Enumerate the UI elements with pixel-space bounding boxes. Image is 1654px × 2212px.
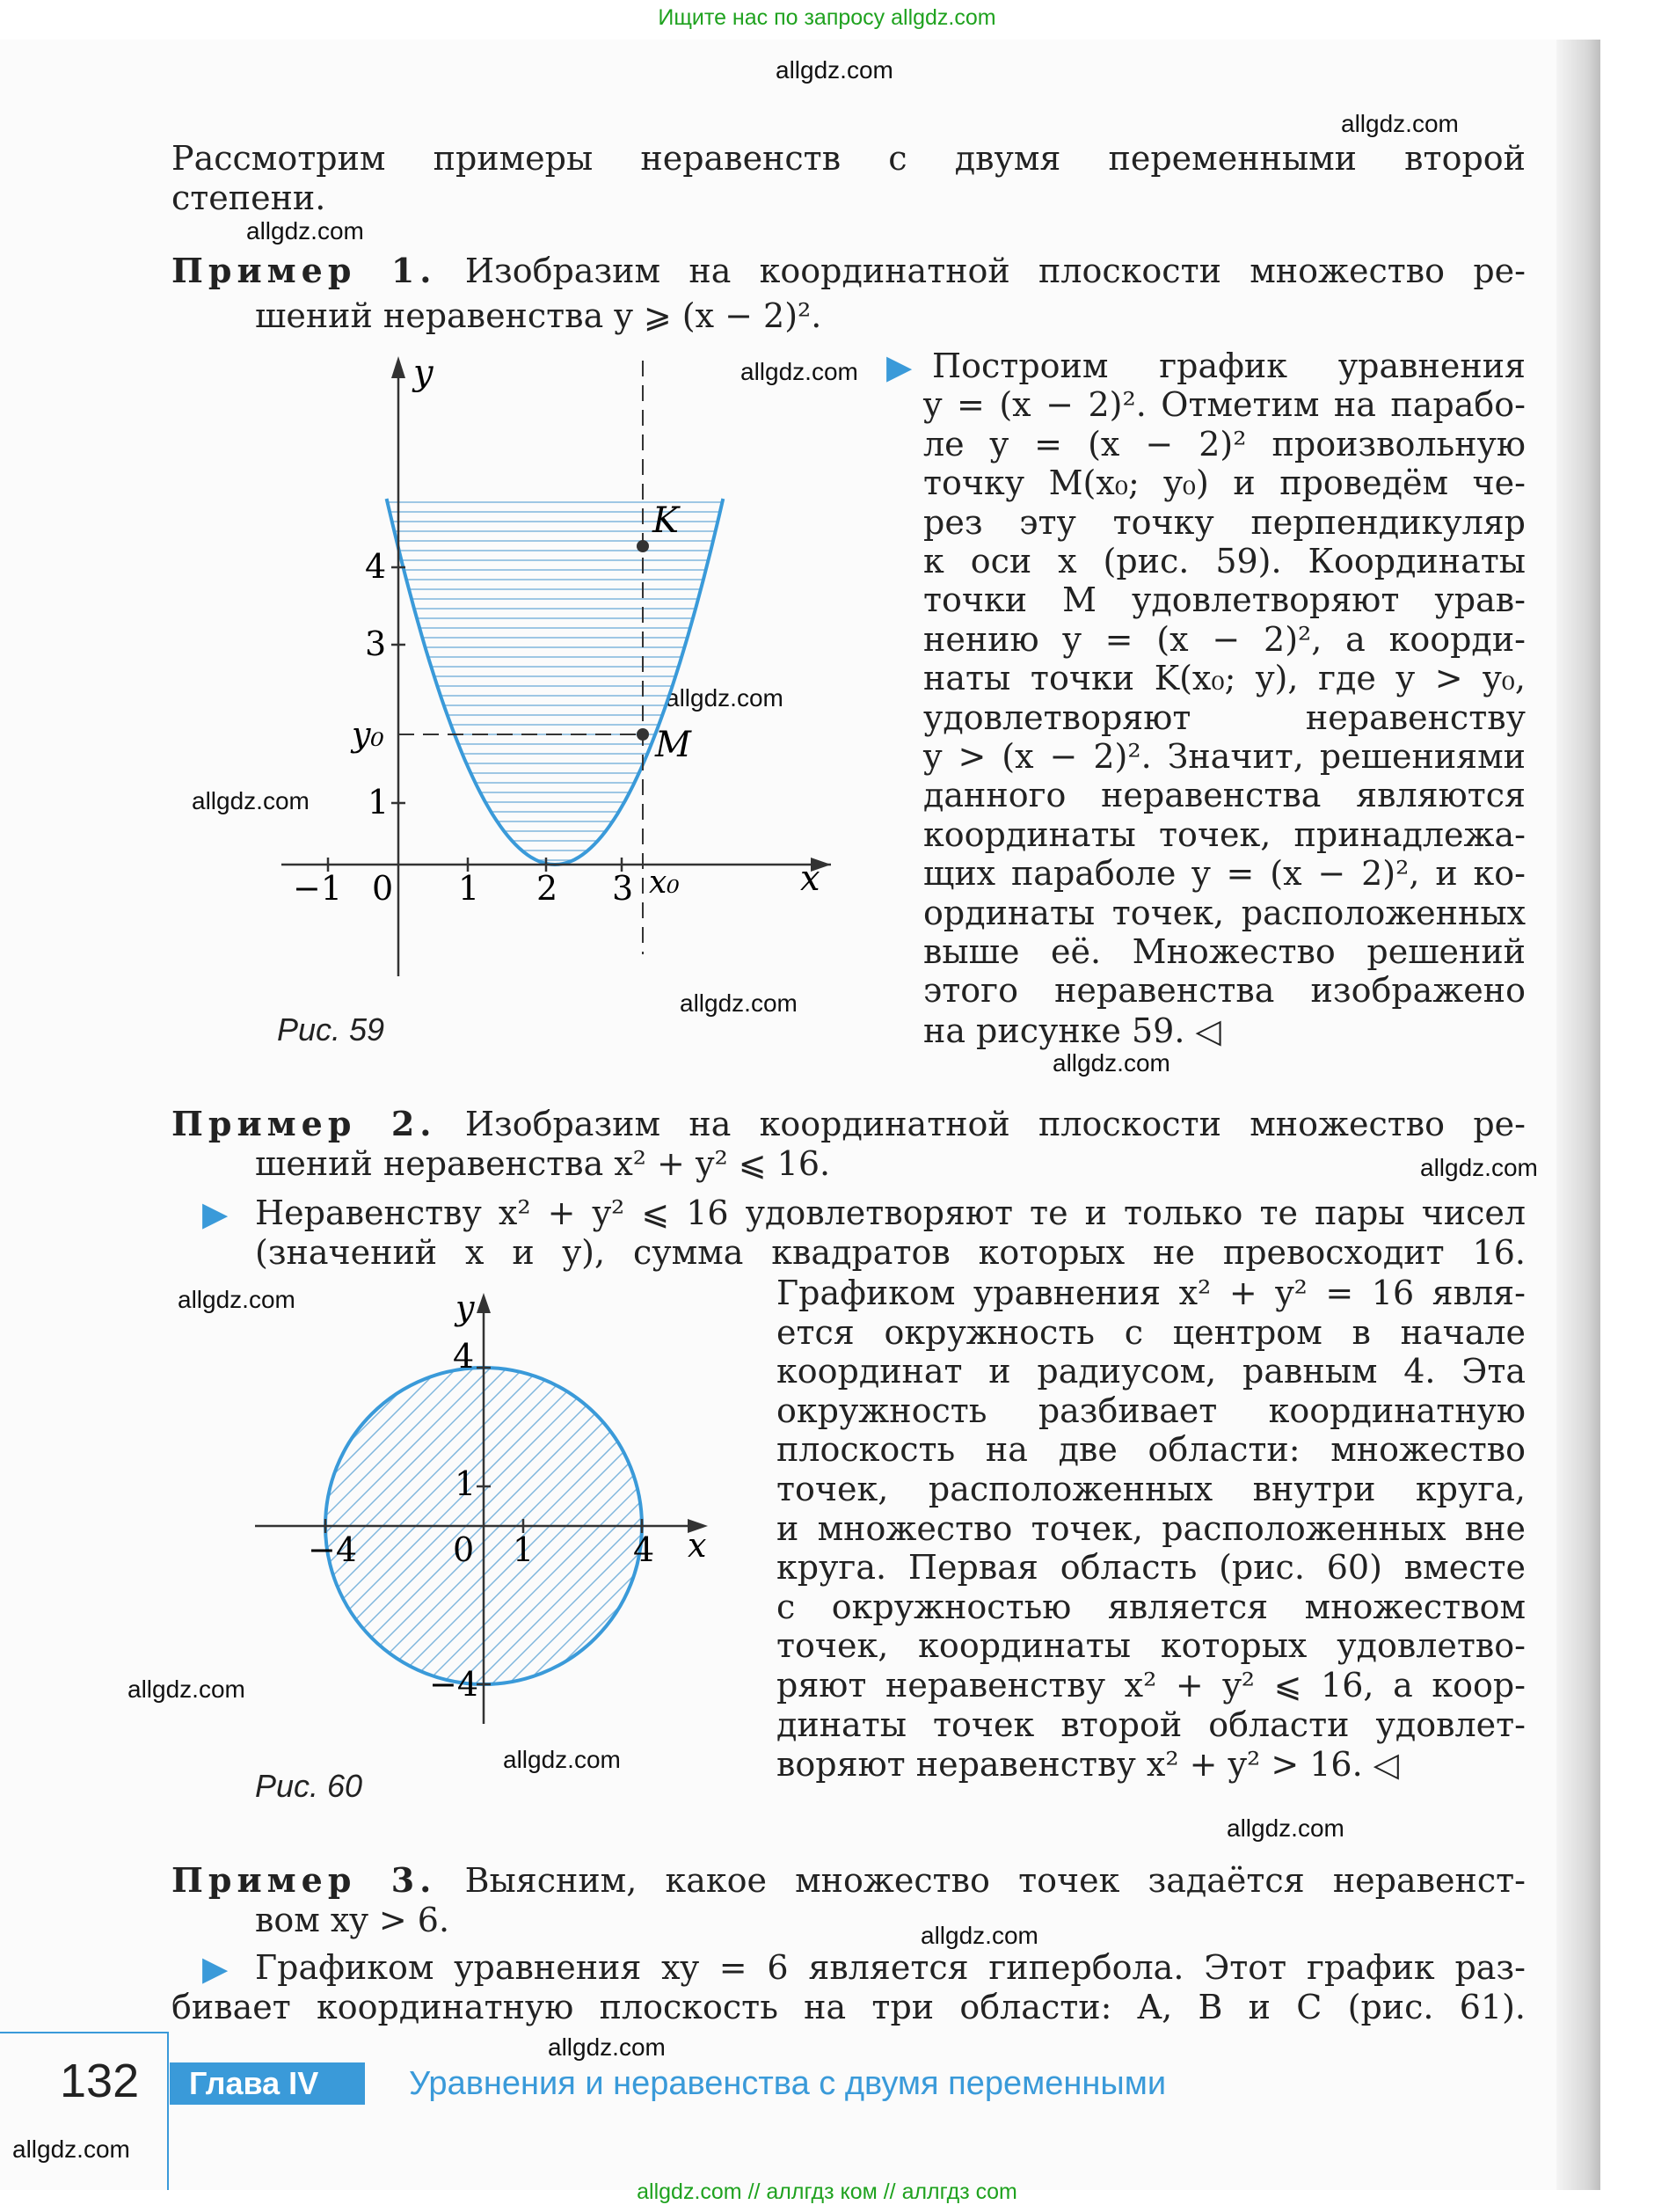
body-line: круга. Первая область (рис. 60) вместе [776, 1548, 1526, 1588]
watermark-site: allgdz.com [1341, 110, 1459, 137]
example3-label: Пример 3. [171, 1860, 437, 1900]
x-tick-label: 1 [458, 869, 480, 908]
watermark-site: allgdz.com [1227, 1814, 1344, 1842]
chapter-label: Глава IV [170, 2062, 365, 2105]
y-axis-label: y [455, 1289, 475, 1327]
watermark-site: allgdz.com [178, 1286, 295, 1313]
body-line: ле y = (x − 2)² произвольную [923, 424, 1526, 464]
watermark-site: allgdz.com [921, 1922, 1038, 1949]
body-line: наты точки K(x₀; y), где y > y₀, [923, 659, 1526, 698]
example1-heading [171, 251, 1526, 291]
y-axis-arrow-icon [477, 1293, 491, 1313]
book-spine-shadow [1556, 40, 1600, 2190]
body-line: плоскость на две области: множество [776, 1430, 1526, 1470]
tick-label: −4 [308, 1530, 358, 1569]
body-line: этого неравенства изображено [923, 971, 1526, 1011]
watermark-site: allgdz.com [548, 2033, 666, 2061]
y-tick-label: 3 [365, 624, 387, 663]
body-line: точки M удовлетворяют урав- [923, 580, 1526, 620]
watermark-site: allgdz.com [776, 56, 893, 84]
example1-lead: Изобразим на координатной плоскости множество ре- [464, 252, 1526, 290]
body-line: y = (x − 2)². Отметим на парабо- [923, 385, 1526, 425]
watermark-site: allgdz.com [680, 989, 798, 1017]
body-line: щих параболе y = (x − 2)², и ко- [923, 854, 1526, 894]
body-line: ется окружность с центром в начале [776, 1312, 1526, 1352]
example2-first-line: (значений x и y), сумма квадратов которых не превосходит 16. [255, 1233, 1526, 1272]
body-line: ординаты точек, расположенных [923, 893, 1526, 932]
watermark-site: allgdz.com [740, 358, 858, 385]
example2-marker-icon: ▶ [202, 1194, 229, 1233]
chapter-title: Уравнения и неравенства с двумя переменными [409, 2065, 1167, 2102]
watermark-site: allgdz.com [12, 2135, 130, 2163]
tick-label: 1 [455, 1464, 477, 1503]
x-tick-label: 3 [612, 869, 634, 908]
body-line: y > (x − 2)². Значит, решениями [923, 737, 1526, 776]
watermark-site: allgdz.com [503, 1746, 621, 1773]
example2-line2: шений неравенства x² + y² ⩽ 16. [255, 1144, 831, 1183]
page-number-frame-top [0, 2032, 169, 2033]
body-line: нению y = (x − 2)², а коорди- [923, 619, 1526, 659]
x0-label: x₀ [649, 865, 680, 901]
body-line: с окружностью является множеством [776, 1587, 1526, 1626]
watermark-site: allgdz.com [666, 684, 783, 712]
example2-first-line: Неравенству x² + y² ⩽ 16 удовлетворяют те и только те пары чисел [255, 1194, 1526, 1232]
body-line: Построим график уравнения [932, 347, 1526, 385]
body-line: выше её. Множество решений [923, 932, 1526, 971]
y-tick-label: 4 [365, 547, 387, 586]
figure-60 [246, 1289, 739, 1728]
y-axis-label: y [413, 353, 434, 393]
x-axis-label: x [800, 858, 820, 899]
watermark-top: Ищите нас по запросу allgdz.com [658, 5, 996, 30]
point-k [637, 540, 649, 552]
watermark-site: allgdz.com [1420, 1154, 1538, 1181]
intro-line: степени. [171, 179, 326, 217]
solution-region-hatch [352, 376, 756, 860]
example3-body-line: Графиком уравнения xy = 6 является гипербола. Этот график раз- [255, 1948, 1526, 1987]
example3-lead: Выясним, какое множество точек задаётся неравенст- [464, 1861, 1526, 1900]
point-k-label: K [652, 500, 679, 541]
page-number: 132 [60, 2055, 140, 2107]
body-line: координаты точек, принадлежа- [923, 814, 1526, 854]
body-line: и множество точек, расположенных вне [776, 1508, 1526, 1548]
page-number-frame-side [167, 2032, 169, 2190]
body-line: окружность разбивает координатную [776, 1391, 1526, 1430]
body-line: данного неравенства являются [923, 776, 1526, 815]
watermark-bottom: allgdz.com // аллгдз ком // аллгдз com [637, 2179, 1017, 2204]
watermark-site: allgdz.com [128, 1675, 245, 1703]
parabola-curve [387, 499, 724, 865]
tick-label: 4 [453, 1337, 475, 1376]
example3-line2: вом xy > 6. [255, 1901, 450, 1939]
example3-heading [171, 1860, 1526, 1901]
tick-label: 1 [513, 1530, 535, 1569]
body-line: ряют неравенству x² + y² ⩽ 16, а коор- [776, 1666, 1526, 1705]
point-m-label: M [655, 725, 691, 765]
body-line: к оси x (рис. 59). Координаты [923, 542, 1526, 580]
body-line: точку M(x₀; y₀) и проведём че- [923, 464, 1526, 503]
example2-heading [171, 1104, 1526, 1144]
x-tick-label: −1 [293, 869, 343, 908]
body-line: воряют неравенству x² + y² > 16. ◁ [776, 1745, 1399, 1785]
example1-marker-icon: ▶ [886, 347, 913, 386]
tick-label: −4 [429, 1665, 479, 1704]
body-line: на рисунке 59. ◁ [923, 1011, 1221, 1050]
watermark-site: allgdz.com [1053, 1049, 1170, 1077]
body-line: точек, расположенных внутри круга, [776, 1470, 1526, 1508]
example2-label: Пример 2. [171, 1104, 437, 1143]
figure-60-caption: Рис. 60 [255, 1768, 363, 1804]
example3-body-line: бивает координатную плоскость на три области: A, B и C (рис. 61). [171, 1988, 1526, 2026]
body-line: динаты точек второй области удовлет- [776, 1705, 1526, 1744]
tick-label: 4 [633, 1530, 655, 1569]
x-tick-label: 2 [536, 869, 558, 908]
example1-line2: шений неравенства y ⩾ (x − 2)². [255, 296, 822, 335]
body-line: Графиком уравнения x² + y² = 16 явля- [776, 1274, 1526, 1312]
example3-marker-icon: ▶ [202, 1949, 229, 1988]
body-line: точек, координаты которых удовлетво- [776, 1626, 1526, 1666]
body-line: рез эту точку перпендикуляр [923, 502, 1526, 542]
y-axis-arrow-icon [391, 356, 405, 378]
body-line: координат и радиусом, равным 4. Эта [776, 1352, 1526, 1391]
x-tick-label: 0 [372, 869, 394, 908]
x-axis-label: x [688, 1526, 707, 1565]
watermark-site: allgdz.com [192, 787, 310, 814]
point-m [637, 728, 649, 741]
figure-59 [255, 347, 853, 989]
intro-line: Рассмотрим примеры неравенств с двумя переменными второй [171, 139, 1526, 178]
tick-label: 0 [453, 1530, 475, 1569]
body-line: удовлетворяют неравенству [923, 697, 1526, 737]
example2-lead: Изобразим на координатной плоскости множество ре- [464, 1105, 1526, 1143]
figure-59-caption: Рис. 59 [277, 1011, 385, 1048]
watermark-site: allgdz.com [246, 217, 364, 245]
y-tick-label: 1 [368, 783, 390, 821]
y0-label: y₀ [352, 715, 384, 754]
example1-label: Пример 1. [171, 251, 437, 290]
